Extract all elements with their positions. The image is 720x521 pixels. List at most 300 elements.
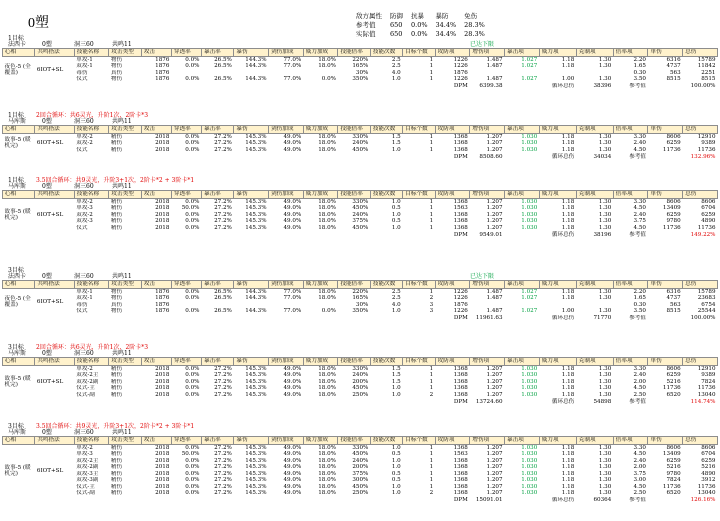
table-cell: 1876	[155, 63, 170, 70]
table-cell: 18.0%	[318, 218, 336, 225]
column-header: 穿透率	[171, 49, 201, 57]
column-header: 总伤	[683, 281, 718, 289]
table-cell: 1.00	[561, 76, 575, 83]
table-cell: 18.0%	[318, 140, 336, 147]
table-cell: 1368	[453, 444, 468, 451]
table-cell: 1	[429, 146, 434, 153]
empty-cell	[171, 315, 201, 322]
table-cell: 精伤	[110, 457, 123, 464]
table-cell: 144.3%	[245, 76, 267, 83]
dpm-value: 15091.01	[475, 497, 503, 503]
table-cell: 144.3%	[245, 295, 267, 302]
xinxiang-label: 故事-5 (暖机完)	[4, 464, 31, 477]
table-cell: 8515	[701, 76, 716, 83]
table-cell: 1368	[453, 133, 468, 140]
empty-cell	[234, 83, 269, 90]
summary-cell: 34.4%	[435, 29, 457, 38]
empty-cell	[201, 497, 233, 504]
table-cell: 2.40	[633, 457, 646, 464]
table-cell: 6259	[666, 372, 681, 379]
table-cell: 49.0%	[283, 224, 302, 231]
table-header-row	[3, 49, 718, 57]
reference-label: 参考值	[629, 497, 646, 503]
reference-value: 126.16%	[690, 497, 716, 503]
column-header: 攻击	[141, 49, 171, 57]
table-cell: 精伤	[110, 224, 123, 231]
cycle-note: 3.5回合循环：共9灵光，升阶3+1次，2阶卡*2 + 3阶卡*1	[36, 423, 195, 430]
table-cell: 4.50	[633, 385, 646, 392]
table-cell: 8606	[701, 444, 716, 451]
damage-table	[2, 280, 718, 322]
table-cell: 1.18	[561, 444, 575, 451]
target-count: 1目标	[8, 35, 24, 42]
table-cell: 27.2%	[214, 451, 232, 458]
table-cell: 1.30	[598, 451, 612, 458]
table-cell: 1	[429, 76, 434, 83]
empty-cell	[35, 153, 74, 160]
column-header: 剑伤加成	[269, 358, 304, 366]
table-cell: 1.18	[561, 224, 575, 231]
table-cell: 1.030	[521, 470, 538, 477]
cave-value: 洞三60	[74, 429, 94, 436]
column-header: 总伤	[683, 49, 718, 57]
table-cell: 49.0%	[283, 133, 302, 140]
table-cell: 1.18	[561, 385, 575, 392]
table-cell: 30%	[355, 69, 369, 76]
column-header: 技能次数	[370, 437, 402, 445]
empty-cell	[141, 315, 171, 322]
table-cell: 8606	[666, 365, 681, 372]
column-header: 攻击类型	[109, 191, 141, 199]
empty-cell	[171, 153, 201, 160]
table-cell: 1.0	[391, 444, 401, 451]
table-cell: 0.0%	[185, 133, 200, 140]
cave-value: 洞三60	[74, 183, 94, 190]
table-cell: 220%	[352, 288, 369, 295]
table-cell: 450%	[352, 451, 369, 458]
table-cell: 2.5	[391, 288, 401, 295]
table-cell: 单攻-1	[76, 56, 93, 63]
table-cell: 0.0%	[185, 224, 200, 231]
table-cell: 1	[429, 451, 434, 458]
table-cell: 1226	[453, 308, 468, 315]
table-cell: 1.487	[486, 288, 503, 295]
table-cell: 1.18	[561, 451, 575, 458]
table-cell: 1	[429, 133, 434, 140]
empty-cell	[201, 398, 233, 405]
table-cell: 450%	[352, 224, 369, 231]
table-cell: 2.40	[633, 211, 646, 218]
table-cell: 1876	[155, 69, 170, 76]
summary-cell: 28.3%	[464, 29, 485, 38]
table-cell: 0.0%	[185, 140, 200, 147]
table-cell: 1.207	[486, 470, 503, 477]
table-cell: 1368	[453, 224, 468, 231]
table-cell: 1.30	[598, 457, 612, 464]
reference-label: 参考值	[629, 231, 646, 238]
table-cell: 1.30	[598, 133, 612, 140]
table-cell: 1.30	[598, 211, 612, 218]
table-cell: 3.30	[633, 198, 646, 205]
table-cell: 27.2%	[214, 444, 232, 451]
xinxiang-label: 夜色-5 (全覆盖)	[4, 295, 31, 308]
cycle-total-label: 循环总伤	[551, 398, 575, 405]
table-cell: 26.5%	[214, 288, 232, 295]
column-header: 暴击项	[505, 358, 540, 366]
column-header: 威力加成	[303, 281, 338, 289]
table-cell: 2018	[155, 198, 170, 205]
column-header: 技能倍率	[338, 437, 370, 445]
character-name: 法西卡	[8, 41, 27, 48]
column-header: 暴伤	[234, 126, 269, 134]
empty-cell	[141, 231, 171, 238]
table-cell: 4.0	[391, 69, 401, 76]
resonance-value: 共鸣11	[112, 350, 132, 357]
table-cell: 145.3%	[245, 198, 267, 205]
table-cell: 18.0%	[318, 146, 336, 153]
column-header: 增伤项	[470, 191, 505, 199]
table-cell: 11736	[662, 483, 681, 490]
table-cell: 1.030	[521, 457, 538, 464]
column-header: 攻击类型	[109, 281, 141, 289]
table-cell: 563	[670, 69, 681, 76]
table-cell: 1.207	[486, 224, 503, 231]
table-cell: 2018	[155, 385, 170, 392]
table-cell: 26.5%	[214, 56, 232, 63]
table-cell: 0.0%	[185, 457, 200, 464]
table-cell: 1.207	[486, 378, 503, 385]
table-header-row	[3, 191, 718, 199]
table-cell: 1.027	[521, 63, 538, 70]
table-cell: 双攻-2主	[76, 457, 99, 464]
table-cell: 18.0%	[318, 372, 336, 379]
table-cell: 11736	[662, 224, 681, 231]
table-cell: 0.0%	[185, 372, 200, 379]
table-cell: 27.2%	[214, 483, 232, 490]
damage-table	[2, 357, 718, 405]
column-header: 技能次数	[370, 126, 402, 134]
table-cell: 1876	[155, 308, 170, 315]
table-cell: 0.0%	[185, 378, 200, 385]
empty-cell	[171, 231, 201, 238]
table-cell: 18.0%	[318, 288, 336, 295]
table-cell: 单攻-1	[76, 288, 93, 295]
table-cell: 18.0%	[318, 224, 336, 231]
table-cell: 8606	[666, 198, 681, 205]
table-cell: 240%	[352, 457, 369, 464]
table-cell: 6259	[666, 140, 681, 147]
empty-cell	[269, 497, 304, 504]
column-header: 剑伤加成	[269, 437, 304, 445]
table-cell: 仪式-主	[76, 385, 95, 392]
empty-cell	[338, 497, 370, 504]
table-cell: 3.30	[633, 365, 646, 372]
table-cell: 1	[429, 372, 434, 379]
table-cell: 2018	[155, 490, 170, 497]
table-cell: 0.0%	[185, 483, 200, 490]
cycle-note: 2回合循环：共6灵光，升阶1次，2阶卡*3	[36, 344, 149, 351]
table-cell: 1.18	[561, 56, 575, 63]
empty-cell	[370, 315, 402, 322]
cycle-total-value: 38196	[593, 231, 612, 238]
table-cell: 240%	[352, 372, 369, 379]
table-cell: 1.30	[598, 146, 612, 153]
table-cell: 11736	[697, 146, 716, 153]
table-cell: 1.030	[521, 140, 538, 147]
table-cell: 77.0%	[283, 63, 302, 70]
column-header: 总伤	[683, 126, 718, 134]
table-cell: 精伤	[110, 146, 123, 153]
empty-cell	[338, 153, 370, 160]
table-cell: 1.0	[391, 490, 401, 497]
shape-value: 0塑	[42, 350, 52, 357]
table-cell: 物伤	[110, 76, 123, 83]
table-cell: 145.3%	[245, 146, 267, 153]
calc-section	[2, 113, 718, 160]
table-cell: 0.0%	[185, 385, 200, 392]
table-cell: 1.207	[486, 483, 503, 490]
table-cell: 2	[429, 490, 434, 497]
column-header: 心相	[3, 281, 35, 289]
table-cell: 7824	[666, 477, 681, 484]
table-cell: 5216	[666, 464, 681, 471]
table-cell: 1.487	[486, 63, 503, 70]
empty-cell	[109, 153, 141, 160]
table-cell: 6259	[701, 211, 716, 218]
table-cell: 精伤	[110, 464, 123, 471]
table-cell: 1.30	[598, 56, 612, 63]
table-cell: 精伤	[110, 218, 123, 225]
table-cell: 精伤	[110, 205, 123, 212]
dpm-label: DPM	[453, 497, 468, 503]
table-cell: 18.0%	[318, 464, 336, 471]
gongming-label: 6IOT+SL	[36, 211, 64, 218]
table-cell: 220%	[352, 56, 369, 63]
table-cell: 11736	[697, 483, 716, 490]
table-cell: 2018	[155, 378, 170, 385]
column-header: 攻击	[141, 358, 171, 366]
table-cell: 双攻-2	[76, 140, 93, 147]
table-cell: 双攻-2副	[76, 378, 99, 385]
table-cell: 145.3%	[245, 470, 267, 477]
column-header: 克制项	[576, 437, 613, 445]
column-header: 攻防项	[435, 126, 470, 134]
damage-table	[2, 125, 718, 160]
empty-cell	[269, 315, 304, 322]
table-cell: 18.0%	[318, 451, 336, 458]
table-cell: 精伤	[110, 198, 123, 205]
table-cell: 1	[429, 378, 434, 385]
table-cell: 1.18	[561, 470, 575, 477]
table-cell: 1876	[155, 76, 170, 83]
table-cell: 精伤	[110, 385, 123, 392]
table-cell: 1.030	[521, 444, 538, 451]
table-cell: 3	[429, 308, 434, 315]
table-cell: 18.0%	[318, 391, 336, 398]
table-cell: 27.2%	[214, 205, 232, 212]
table-cell: 1.30	[598, 444, 612, 451]
table-cell: 1368	[453, 211, 468, 218]
table-row	[3, 56, 718, 63]
table-cell: 2.40	[633, 140, 646, 147]
table-cell: 145.3%	[245, 224, 267, 231]
column-header: 心相	[3, 191, 35, 199]
table-cell: 0.0%	[185, 444, 200, 451]
table-cell: 144.3%	[245, 308, 267, 315]
table-cell: 1.5	[391, 133, 401, 140]
table-cell: 4737	[666, 295, 681, 302]
table-cell: 2	[429, 295, 434, 302]
table-cell: 双攻-2主	[76, 372, 99, 379]
column-header: 单伤	[648, 126, 683, 134]
empty-cell	[74, 315, 109, 322]
table-cell: 1563	[453, 451, 468, 458]
empty-cell	[370, 398, 402, 405]
table-cell: 145.3%	[245, 391, 267, 398]
page-title: 0塑	[28, 16, 49, 31]
table-cell: 1	[429, 211, 434, 218]
table-cell: 1.027	[521, 308, 538, 315]
table-cell: 1.030	[521, 464, 538, 471]
table-cell: 18.0%	[318, 385, 336, 392]
table-cell: 1.30	[598, 198, 612, 205]
table-cell: 2018	[155, 133, 170, 140]
table-header-row	[3, 358, 718, 366]
table-cell: 0.5	[391, 451, 401, 458]
table-cell: 1.207	[486, 451, 503, 458]
dpm-row	[3, 398, 718, 405]
table-cell: 0.30	[633, 69, 646, 76]
empty-cell	[35, 83, 74, 90]
table-cell: 单攻-2	[76, 133, 93, 140]
table-cell: 0.0%	[185, 63, 200, 70]
table-cell: 27.2%	[214, 224, 232, 231]
column-header: 攻击	[141, 126, 171, 134]
column-header: 心相	[3, 126, 35, 134]
table-cell: 1.027	[521, 56, 538, 63]
table-cell: 13409	[662, 451, 681, 458]
table-cell: 11842	[697, 63, 716, 70]
table-header-row	[3, 126, 718, 134]
empty-cell	[109, 398, 141, 405]
column-header: 技能次数	[370, 49, 402, 57]
column-header: 威力加成	[303, 126, 338, 134]
table-cell: 1876	[453, 301, 468, 308]
shape-value: 0塑	[42, 183, 52, 190]
column-header: 总伤	[683, 358, 718, 366]
table-cell: 1.207	[486, 140, 503, 147]
table-cell: 1876	[155, 56, 170, 63]
table-cell: 单攻-3	[76, 205, 93, 212]
table-cell: 1	[429, 288, 434, 295]
table-cell: 1.18	[561, 372, 575, 379]
table-cell: 49.0%	[283, 140, 302, 147]
table-cell: 0.0%	[185, 490, 200, 497]
reference-value: 149.22%	[690, 231, 716, 238]
table-cell: 1.030	[521, 378, 538, 385]
table-cell: 27.2%	[214, 365, 232, 372]
table-cell: 30%	[355, 301, 369, 308]
column-header: 技能倍率	[338, 281, 370, 289]
table-cell: 1.30	[598, 470, 612, 477]
table-cell: 精伤	[110, 391, 123, 398]
empty-cell	[3, 315, 35, 322]
column-header: 威力加成	[303, 191, 338, 199]
damage-table	[2, 190, 718, 238]
table-cell: 563	[670, 301, 681, 308]
table-cell: 2.20	[633, 56, 646, 63]
table-cell: 1	[429, 365, 434, 372]
table-cell: 77.0%	[283, 56, 302, 63]
table-cell: 23683	[697, 295, 716, 302]
table-row	[3, 133, 718, 140]
table-cell: 3.30	[633, 133, 646, 140]
table-cell: 330%	[352, 133, 369, 140]
column-header: 威力项	[539, 437, 576, 445]
column-header: 暴伤	[234, 49, 269, 57]
table-cell: 18.0%	[318, 457, 336, 464]
empty-cell	[74, 83, 109, 90]
table-cell: 1.030	[521, 385, 538, 392]
empty-cell	[171, 497, 201, 504]
cycle-total-label: 循环总伤	[551, 497, 575, 503]
table-cell: 1.30	[598, 308, 612, 315]
table-cell: 1.18	[561, 198, 575, 205]
dpm-label: DPM	[453, 315, 468, 321]
table-cell: 6316	[666, 288, 681, 295]
table-cell: 1.18	[561, 211, 575, 218]
column-header: 技能名称	[74, 358, 109, 366]
empty-cell	[141, 497, 171, 504]
column-header: 暴击项	[505, 281, 540, 289]
table-row	[3, 198, 718, 205]
table-cell: 27.2%	[214, 391, 232, 398]
table-cell: 27.2%	[214, 372, 232, 379]
table-cell: 49.0%	[283, 457, 302, 464]
table-cell: 9780	[666, 218, 681, 225]
table-cell: 2018	[155, 140, 170, 147]
dpm-value: 8508.60	[479, 153, 503, 160]
table-cell: 8606	[701, 198, 716, 205]
table-cell: 1368	[453, 385, 468, 392]
table-cell: 2018	[155, 205, 170, 212]
table-cell: 49.0%	[283, 464, 302, 471]
table-cell: 1.030	[521, 477, 538, 484]
column-header: 增伤项	[470, 49, 505, 57]
column-header: 总伤	[683, 191, 718, 199]
empty-cell	[303, 153, 338, 160]
table-cell: 真伤	[110, 301, 123, 308]
table-cell: 1.18	[561, 218, 575, 225]
table-cell: 18.0%	[318, 205, 336, 212]
table-cell: 1.30	[598, 378, 612, 385]
table-cell: 1368	[453, 457, 468, 464]
table-cell: 49.0%	[283, 365, 302, 372]
table-cell: 精伤	[110, 451, 123, 458]
reference-value: 100.00%	[690, 315, 716, 321]
table-cell: 0.0%	[185, 211, 200, 218]
column-header: 单伤	[648, 281, 683, 289]
table-cell: 6704	[701, 205, 716, 212]
empty-cell	[303, 497, 338, 504]
cycle-total-label: 循环总伤	[551, 83, 575, 89]
table-cell: 6259	[666, 211, 681, 218]
table-cell: 1.0	[391, 385, 401, 392]
column-header: 暴伤	[234, 358, 269, 366]
table-cell: 1.30	[598, 76, 612, 83]
empty-cell	[370, 231, 402, 238]
table-cell: 1.030	[521, 218, 538, 225]
